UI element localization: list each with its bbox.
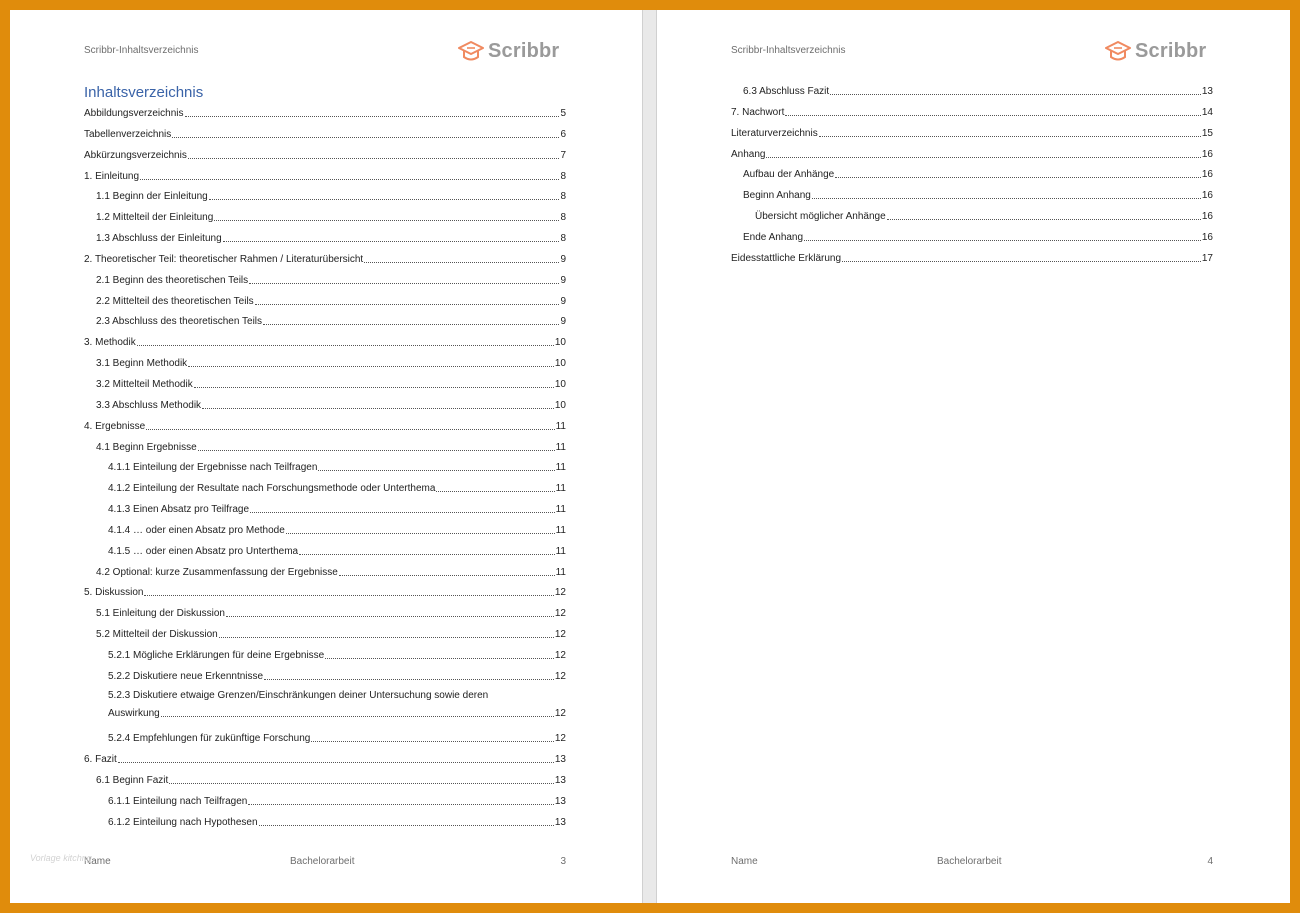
toc-entry-line xyxy=(743,188,1213,202)
toc-entry-label: Beginn Anhang xyxy=(743,190,811,202)
toc-entry-line xyxy=(96,294,566,308)
dot-leader xyxy=(835,177,1201,178)
toc-entry[interactable] xyxy=(84,148,566,169)
toc-entry[interactable] xyxy=(84,523,566,544)
toc-entry[interactable] xyxy=(84,294,566,315)
toc-entry[interactable] xyxy=(84,127,566,148)
toc-entry-line xyxy=(731,105,1213,119)
toc-entry-line xyxy=(96,773,566,787)
toc-entry[interactable] xyxy=(84,481,566,502)
toc-entry[interactable] xyxy=(84,356,566,377)
toc-entry[interactable] xyxy=(84,335,566,356)
toc-entry-label-continuation: Auswirkung xyxy=(108,707,160,719)
toc-entry-page: 10 xyxy=(554,358,566,370)
toc-entry-label: 4.1.3 Einen Absatz pro Teilfrage xyxy=(108,504,250,516)
toc-list xyxy=(731,84,1213,272)
toc-entry-page: 12 xyxy=(554,670,566,682)
toc-entry[interactable] xyxy=(84,210,566,231)
toc-entry-line xyxy=(731,126,1213,140)
document-page-left xyxy=(10,10,642,903)
toc-entry-page: 14 xyxy=(1201,106,1213,118)
scribbr-logo xyxy=(458,39,559,63)
toc-entry-label: 5. Diskussion xyxy=(84,587,144,599)
toc-entry-label: Anhang xyxy=(731,148,766,160)
toc-entry-page: 10 xyxy=(554,337,566,349)
footer-name: Name xyxy=(84,856,111,867)
toc-entry-page: 11 xyxy=(555,441,566,453)
toc-entry[interactable] xyxy=(731,147,1213,168)
toc-entry-page: 11 xyxy=(555,504,566,516)
dot-leader xyxy=(887,219,1201,220)
toc-entry-line xyxy=(96,627,566,641)
toc-entry-page: 8 xyxy=(560,233,566,245)
toc-entry[interactable] xyxy=(84,273,566,294)
dot-leader xyxy=(311,741,554,742)
toc-entry-page: 12 xyxy=(554,587,566,599)
dot-leader xyxy=(804,240,1201,241)
toc-entry[interactable] xyxy=(731,251,1213,272)
toc-entry-page: 11 xyxy=(555,420,566,432)
toc-entry-label: Eidesstattliche Erklärung xyxy=(731,252,842,264)
dot-leader xyxy=(318,470,554,471)
toc-entry-label: 4.1 Beginn Ergebnisse xyxy=(96,441,197,453)
toc-entry-line xyxy=(96,377,566,391)
dot-leader xyxy=(250,512,555,513)
toc-entry-label: 1. Einleitung xyxy=(84,170,140,182)
toc-entry[interactable] xyxy=(84,169,566,190)
dot-leader xyxy=(118,762,554,763)
logo-text: Scribbr xyxy=(488,39,560,62)
toc-entry-label: 2.3 Abschluss des theoretischen Teils xyxy=(96,316,263,328)
dot-leader xyxy=(223,241,560,242)
dot-leader xyxy=(299,554,554,555)
toc-entry-page: 5 xyxy=(560,108,566,119)
toc-entry-line xyxy=(96,440,566,454)
toc-entry-line xyxy=(108,706,566,720)
toc-entry-page: 16 xyxy=(1201,148,1213,160)
toc-entry-label: Abkürzungsverzeichnis xyxy=(84,149,187,161)
toc-entry-label: 5.2.3 Diskutiere etwaige Grenzen/Einschränkungen deiner Untersuchung sowie deren xyxy=(108,689,489,701)
toc-entry[interactable] xyxy=(84,377,566,398)
dot-leader xyxy=(325,658,554,659)
toc-entry-page: 16 xyxy=(1201,190,1213,202)
dot-leader xyxy=(137,345,554,346)
toc-entry-page: 13 xyxy=(554,795,566,807)
toc-entry[interactable] xyxy=(84,502,566,523)
toc-entry[interactable] xyxy=(84,794,566,815)
toc-entry-page: 9 xyxy=(560,316,566,328)
toc-entry-label: 5.2 Mittelteil der Diskussion xyxy=(96,629,218,641)
toc-entry-line xyxy=(84,419,566,433)
toc-entry[interactable] xyxy=(84,314,566,335)
toc-entry-page: 11 xyxy=(555,524,566,536)
dot-leader xyxy=(830,94,1201,95)
toc-entry-label: 4.2 Optional: kurze Zusammenfassung der Ergebnisse xyxy=(96,566,338,578)
toc-entry-label: 3.2 Mittelteil Methodik xyxy=(96,378,193,390)
toc-entry-line xyxy=(84,585,566,599)
toc-entry-label: 4.1.5 … oder einen Absatz pro Unterthema xyxy=(108,545,299,557)
toc-entry-line xyxy=(96,356,566,370)
toc-entry-page: 9 xyxy=(560,274,566,286)
toc-entry-label: 3.1 Beginn Methodik xyxy=(96,358,188,370)
dot-leader xyxy=(264,679,554,680)
toc-entry-label: 6.1 Beginn Fazit xyxy=(96,775,169,786)
toc-entry[interactable] xyxy=(731,105,1213,126)
dot-leader xyxy=(226,616,554,617)
toc-entry[interactable] xyxy=(84,731,566,752)
toc-entry[interactable] xyxy=(731,126,1213,147)
toc-entry[interactable] xyxy=(731,188,1213,209)
dot-leader xyxy=(209,199,560,200)
toc-entry-label: 6.1.1 Einteilung nach Teilfragen xyxy=(108,795,248,807)
toc-entry-page: 11 xyxy=(555,483,566,495)
footer-title: Bachelorarbeit xyxy=(290,856,355,867)
toc-entry-line xyxy=(108,544,566,558)
toc-entry-label: 4.1.4 … oder einen Absatz pro Methode xyxy=(108,524,285,536)
toc-entry[interactable] xyxy=(731,167,1213,188)
toc-entry[interactable] xyxy=(84,565,566,586)
toc-title: Inhaltsverzeichnis xyxy=(84,84,204,101)
dot-leader xyxy=(219,637,554,638)
toc-entry-line xyxy=(84,252,566,266)
page-header: Scribbr-Inhaltsverzeichnis xyxy=(731,45,846,56)
toc-entry-label: 2.1 Beginn des theoretischen Teils xyxy=(96,274,249,286)
toc-entry-page: 6 xyxy=(560,128,566,140)
toc-entry[interactable] xyxy=(84,460,566,481)
toc-entry-page: 10 xyxy=(554,378,566,390)
toc-entry[interactable] xyxy=(84,252,566,273)
toc-entry-line xyxy=(108,523,566,537)
toc-entry-line xyxy=(96,231,566,245)
toc-entry-page: 13 xyxy=(554,775,566,786)
toc-entry-line xyxy=(108,815,566,829)
toc-entry[interactable] xyxy=(84,773,566,794)
toc-entry-label: 6.3 Abschluss Fazit xyxy=(743,86,830,97)
toc-entry-page: 16 xyxy=(1201,169,1213,181)
toc-entry-label: 7. Nachwort xyxy=(731,106,785,118)
dot-leader xyxy=(785,115,1201,116)
footer-page-number: 4 xyxy=(1207,856,1213,867)
dot-leader xyxy=(339,575,555,576)
toc-entry-line xyxy=(731,147,1213,161)
toc-entry-label: 4.1.2 Einteilung der Resultate nach Forschungsmethode oder Unterthema xyxy=(108,483,436,495)
toc-entry-page: 12 xyxy=(554,608,566,620)
toc-entry-label: 5.2.1 Mögliche Erklärungen für deine Ergebnisse xyxy=(108,649,325,661)
toc-entry-line xyxy=(743,167,1213,181)
dot-leader xyxy=(249,283,559,284)
footer-name: Name xyxy=(731,856,758,867)
toc-entry-line xyxy=(84,169,566,183)
dot-leader xyxy=(144,595,553,596)
toc-entry-line xyxy=(108,460,566,474)
toc-entry-page: 10 xyxy=(554,399,566,411)
dot-leader xyxy=(146,429,554,430)
dot-leader xyxy=(161,716,554,717)
toc-entry-page: 13 xyxy=(554,816,566,828)
dot-leader xyxy=(842,261,1201,262)
dot-leader xyxy=(198,450,555,451)
toc-entry-page: 7 xyxy=(560,149,566,161)
toc-entry-page: 16 xyxy=(1201,231,1213,243)
toc-entry-label: Tabellenverzeichnis xyxy=(84,128,172,140)
toc-entry[interactable] xyxy=(84,544,566,565)
toc-entry-label: 2. Theoretischer Teil: theoretischer Rahmen / Literaturübersicht xyxy=(84,253,364,265)
toc-entry[interactable] xyxy=(84,398,566,419)
toc-entry[interactable] xyxy=(84,606,566,627)
toc-entry-label: 5.1 Einleitung der Diskussion xyxy=(96,608,225,620)
toc-entry-label: 3.3 Abschluss Methodik xyxy=(96,399,202,411)
watermark: Vorlage kitchng xyxy=(30,853,92,863)
toc-entry-page: 8 xyxy=(560,191,566,203)
toc-entry-line xyxy=(108,669,566,683)
toc-entry-line xyxy=(108,794,566,808)
toc-entry-page: 16 xyxy=(1201,211,1213,223)
dot-leader xyxy=(286,533,555,534)
toc-entry[interactable] xyxy=(731,230,1213,251)
toc-entry-label: 5.2.2 Diskutiere neue Erkenntnisse xyxy=(108,670,264,682)
toc-entry-label: 4.1.1 Einteilung der Ergebnisse nach Teilfragen xyxy=(108,462,318,474)
toc-entry[interactable] xyxy=(84,627,566,648)
toc-entry-line xyxy=(108,648,566,662)
toc-entry[interactable] xyxy=(84,440,566,461)
toc-entry[interactable] xyxy=(84,189,566,210)
toc-entry-line xyxy=(108,481,566,495)
toc-entry-line xyxy=(108,731,566,745)
toc-entry[interactable] xyxy=(84,690,566,732)
toc-entry-line xyxy=(84,106,566,120)
dot-leader xyxy=(766,157,1200,158)
graduation-cap-icon xyxy=(1105,39,1131,63)
dot-leader xyxy=(819,136,1201,137)
toc-entry-line xyxy=(96,565,566,579)
toc-entry-line xyxy=(96,314,566,328)
toc-entry-label: 1.1 Beginn der Einleitung xyxy=(96,191,208,203)
scribbr-logo xyxy=(1105,39,1206,63)
toc-entry-page: 11 xyxy=(555,566,566,578)
toc-entry-label: Aufbau der Anhänge xyxy=(743,169,835,181)
dot-leader xyxy=(263,324,559,325)
toc-entry-line xyxy=(108,502,566,516)
toc-entry-line xyxy=(96,189,566,203)
dot-leader xyxy=(248,804,554,805)
toc-entry-label: 5.2.4 Empfehlungen für zukünftige Forschung xyxy=(108,733,311,745)
toc-entry-page: 9 xyxy=(560,253,566,265)
toc-entry-page: 11 xyxy=(555,545,566,557)
toc-entry-line xyxy=(755,209,1213,223)
toc-entry-page: 9 xyxy=(560,295,566,307)
toc-entry-line xyxy=(84,148,566,162)
toc-entry-page: 11 xyxy=(555,462,566,474)
page-gutter xyxy=(642,10,657,903)
dot-leader xyxy=(259,825,554,826)
page-header: Scribbr-Inhaltsverzeichnis xyxy=(84,45,199,56)
toc-entry-line xyxy=(96,398,566,412)
toc-entry[interactable] xyxy=(84,231,566,252)
toc-entry-label: 6.1.2 Einteilung nach Hypothesen xyxy=(108,816,258,828)
toc-entry-line xyxy=(96,273,566,287)
toc-entry-page: 15 xyxy=(1201,127,1213,139)
toc-entry-line xyxy=(96,210,566,224)
toc-entry[interactable] xyxy=(84,815,566,836)
toc-entry-label: 6. Fazit xyxy=(84,754,117,766)
toc-entry-line xyxy=(96,606,566,620)
graduation-cap-icon xyxy=(458,39,484,63)
toc-entry-line xyxy=(84,752,566,766)
dot-leader xyxy=(214,220,559,221)
dot-leader xyxy=(202,408,554,409)
dot-leader xyxy=(185,116,560,117)
toc-entry-line xyxy=(743,230,1213,244)
dot-leader xyxy=(169,783,554,784)
toc-entry-page: 12 xyxy=(554,733,566,745)
dot-leader xyxy=(436,491,554,492)
toc-entry[interactable] xyxy=(84,648,566,669)
toc-entry-page: 13 xyxy=(554,754,566,766)
toc-entry[interactable] xyxy=(84,106,566,127)
dot-leader xyxy=(194,387,554,388)
toc-entry-label: 2.2 Mittelteil des theoretischen Teils xyxy=(96,295,254,307)
toc-entry-page: 12 xyxy=(554,649,566,661)
toc-entry-label: Ende Anhang xyxy=(743,231,804,243)
toc-entry-page: 8 xyxy=(560,212,566,224)
toc-entry-label: 1.3 Abschluss der Einleitung xyxy=(96,233,222,245)
toc-entry[interactable] xyxy=(84,669,566,690)
toc-entry[interactable] xyxy=(731,84,1213,105)
toc-entry[interactable] xyxy=(84,419,566,440)
toc-entry-label: 1.2 Mittelteil der Einleitung xyxy=(96,212,214,224)
toc-entry-page: 8 xyxy=(560,170,566,182)
dot-leader xyxy=(172,137,559,138)
footer-title: Bachelorarbeit xyxy=(937,856,1002,867)
dot-leader xyxy=(140,179,559,180)
dot-leader xyxy=(255,304,560,305)
toc-entry-page: 12 xyxy=(554,707,566,719)
dot-leader xyxy=(812,198,1201,199)
toc-entry-line xyxy=(743,84,1213,98)
toc-entry-label: Übersicht möglicher Anhänge xyxy=(755,211,886,223)
dot-leader xyxy=(188,158,560,159)
toc-entry-label: 4. Ergebnisse xyxy=(84,420,146,432)
toc-entry-label: Abbildungsverzeichnis xyxy=(84,108,184,119)
dot-leader xyxy=(188,366,554,367)
toc-entry-page: 17 xyxy=(1201,252,1213,264)
toc-entry[interactable] xyxy=(84,752,566,773)
toc-entry-line xyxy=(84,335,566,349)
toc-entry-line xyxy=(731,251,1213,265)
document-page-right xyxy=(657,10,1290,903)
toc-entry-page: 12 xyxy=(554,629,566,641)
toc-list xyxy=(84,106,566,836)
toc-entry-label: Literaturverzeichnis xyxy=(731,127,818,139)
toc-entry[interactable] xyxy=(731,209,1213,230)
toc-entry-page: 13 xyxy=(1201,86,1213,97)
toc-entry[interactable] xyxy=(84,585,566,606)
toc-entry-label: 3. Methodik xyxy=(84,337,136,349)
footer-page-number: 3 xyxy=(560,856,566,867)
toc-entry-line xyxy=(84,127,566,141)
logo-text: Scribbr xyxy=(1135,39,1207,62)
dot-leader xyxy=(364,262,559,263)
